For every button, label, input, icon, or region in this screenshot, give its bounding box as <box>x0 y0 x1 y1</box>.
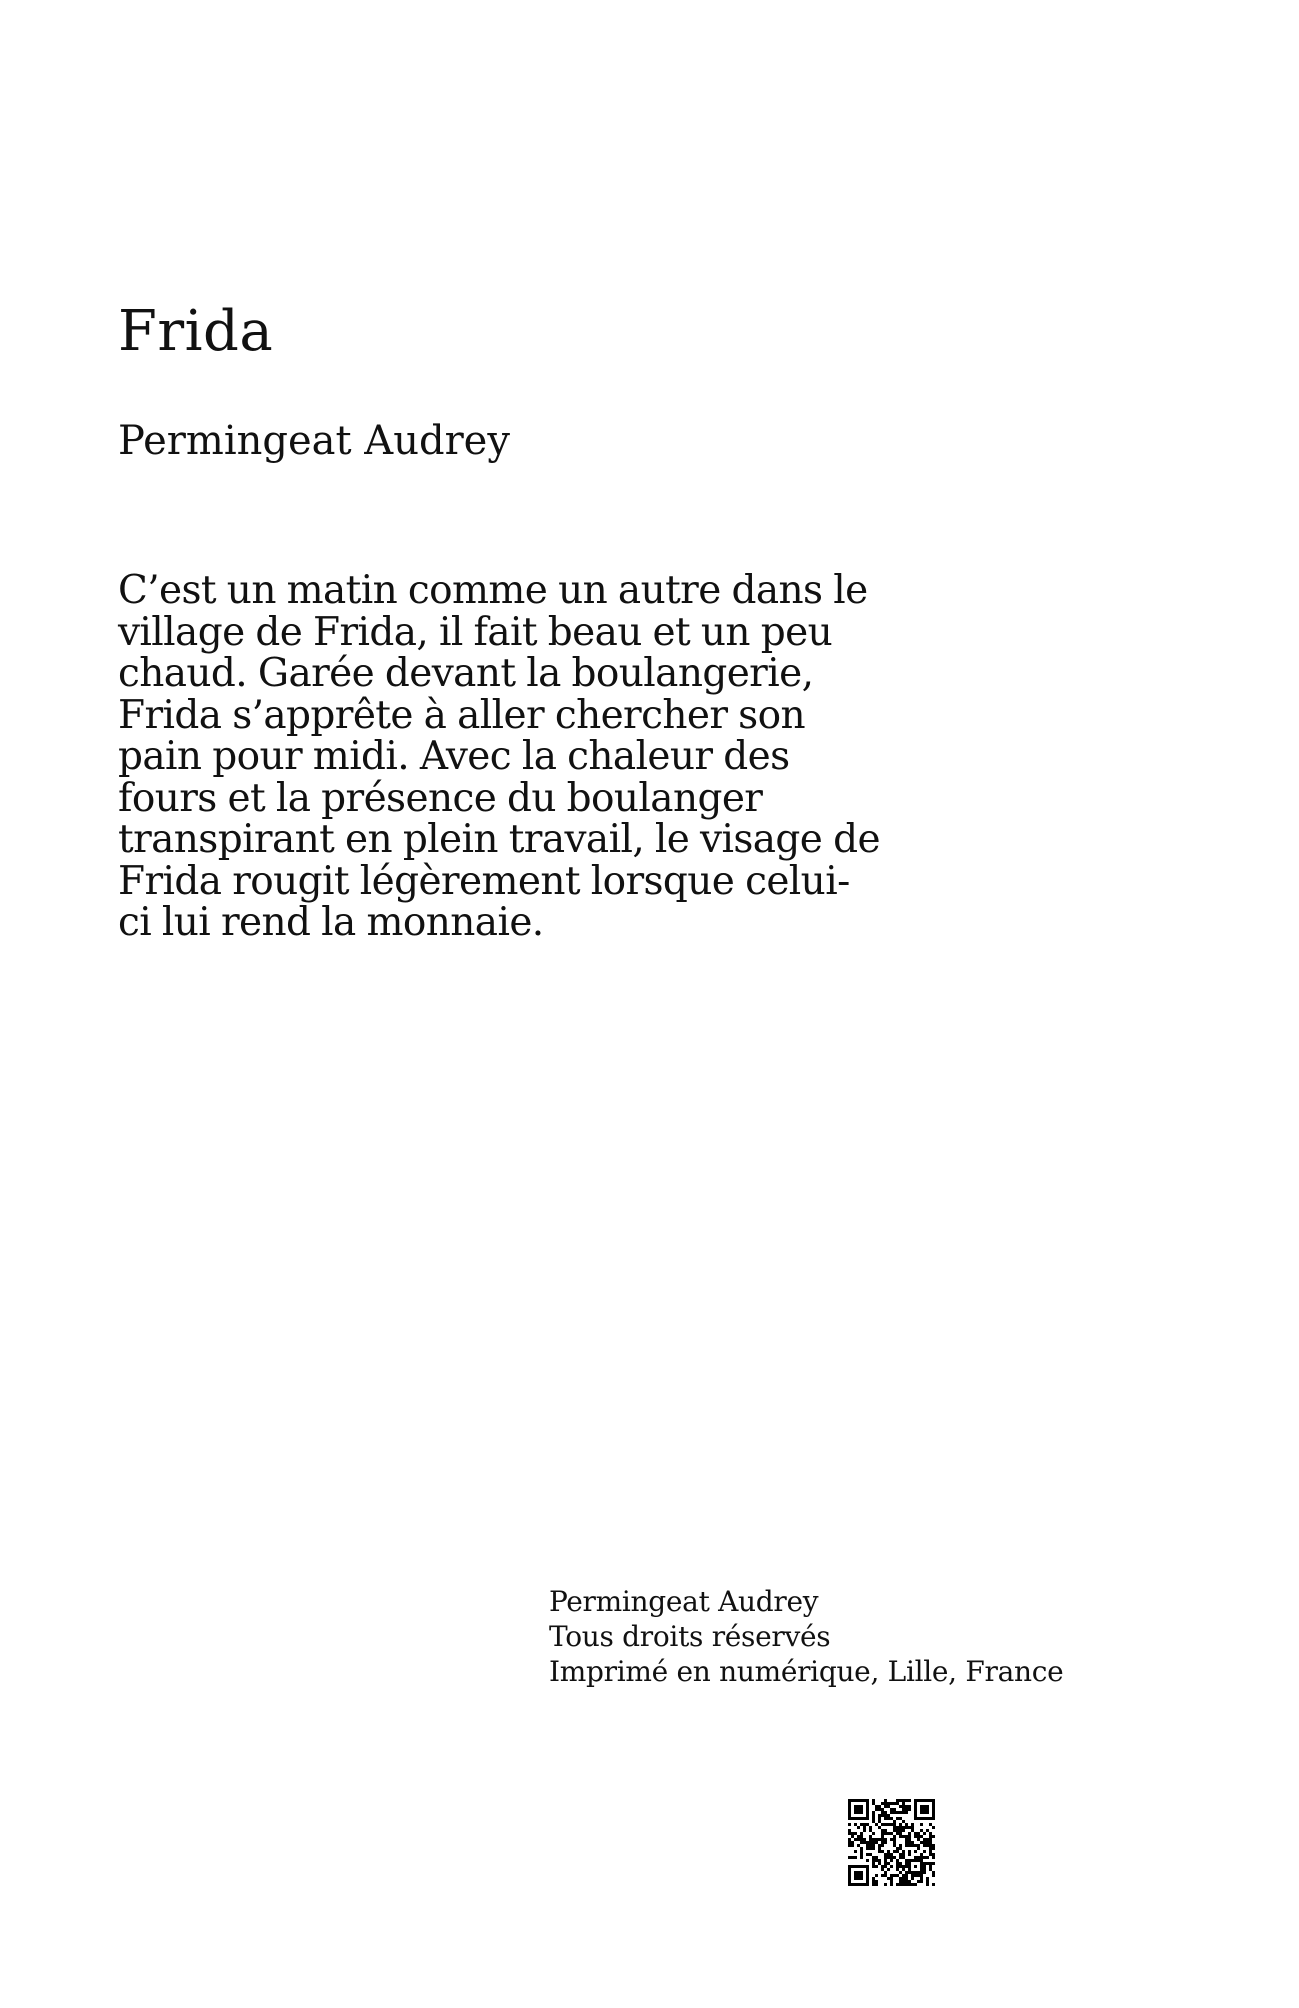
excerpt-line: fours et la présence du boulanger <box>118 775 763 821</box>
excerpt-line: chaud. Garée devant la boulangerie, <box>118 651 814 696</box>
book-author: Permingeat Audrey <box>118 418 510 464</box>
excerpt-line: C’est un matin comme un autre dans le <box>118 568 868 613</box>
excerpt-line: pain pour midi. Avec la chaleur des <box>118 734 790 779</box>
excerpt-line: Frida rougit légèrement lorsque celui- <box>118 858 850 904</box>
colophon-author: Permingeat Audrey <box>549 1585 819 1618</box>
colophon-printing: Imprimé en numérique, Lille, France <box>549 1655 1064 1688</box>
excerpt-line: transpirant en plein travail, le visage de <box>118 817 880 862</box>
book-excerpt <box>118 570 978 944</box>
excerpt-line: ci lui rend la monnaie. <box>118 900 544 945</box>
excerpt-line: village de Frida, il fait beau et un peu <box>118 609 833 655</box>
book-title: Frida <box>118 299 274 364</box>
excerpt-line: Frida s’apprête à aller chercher son <box>118 692 805 738</box>
qr-code-icon <box>848 1799 935 1886</box>
colophon-rights: Tous droits réservés <box>549 1620 831 1653</box>
colophon <box>549 1584 1249 1689</box>
